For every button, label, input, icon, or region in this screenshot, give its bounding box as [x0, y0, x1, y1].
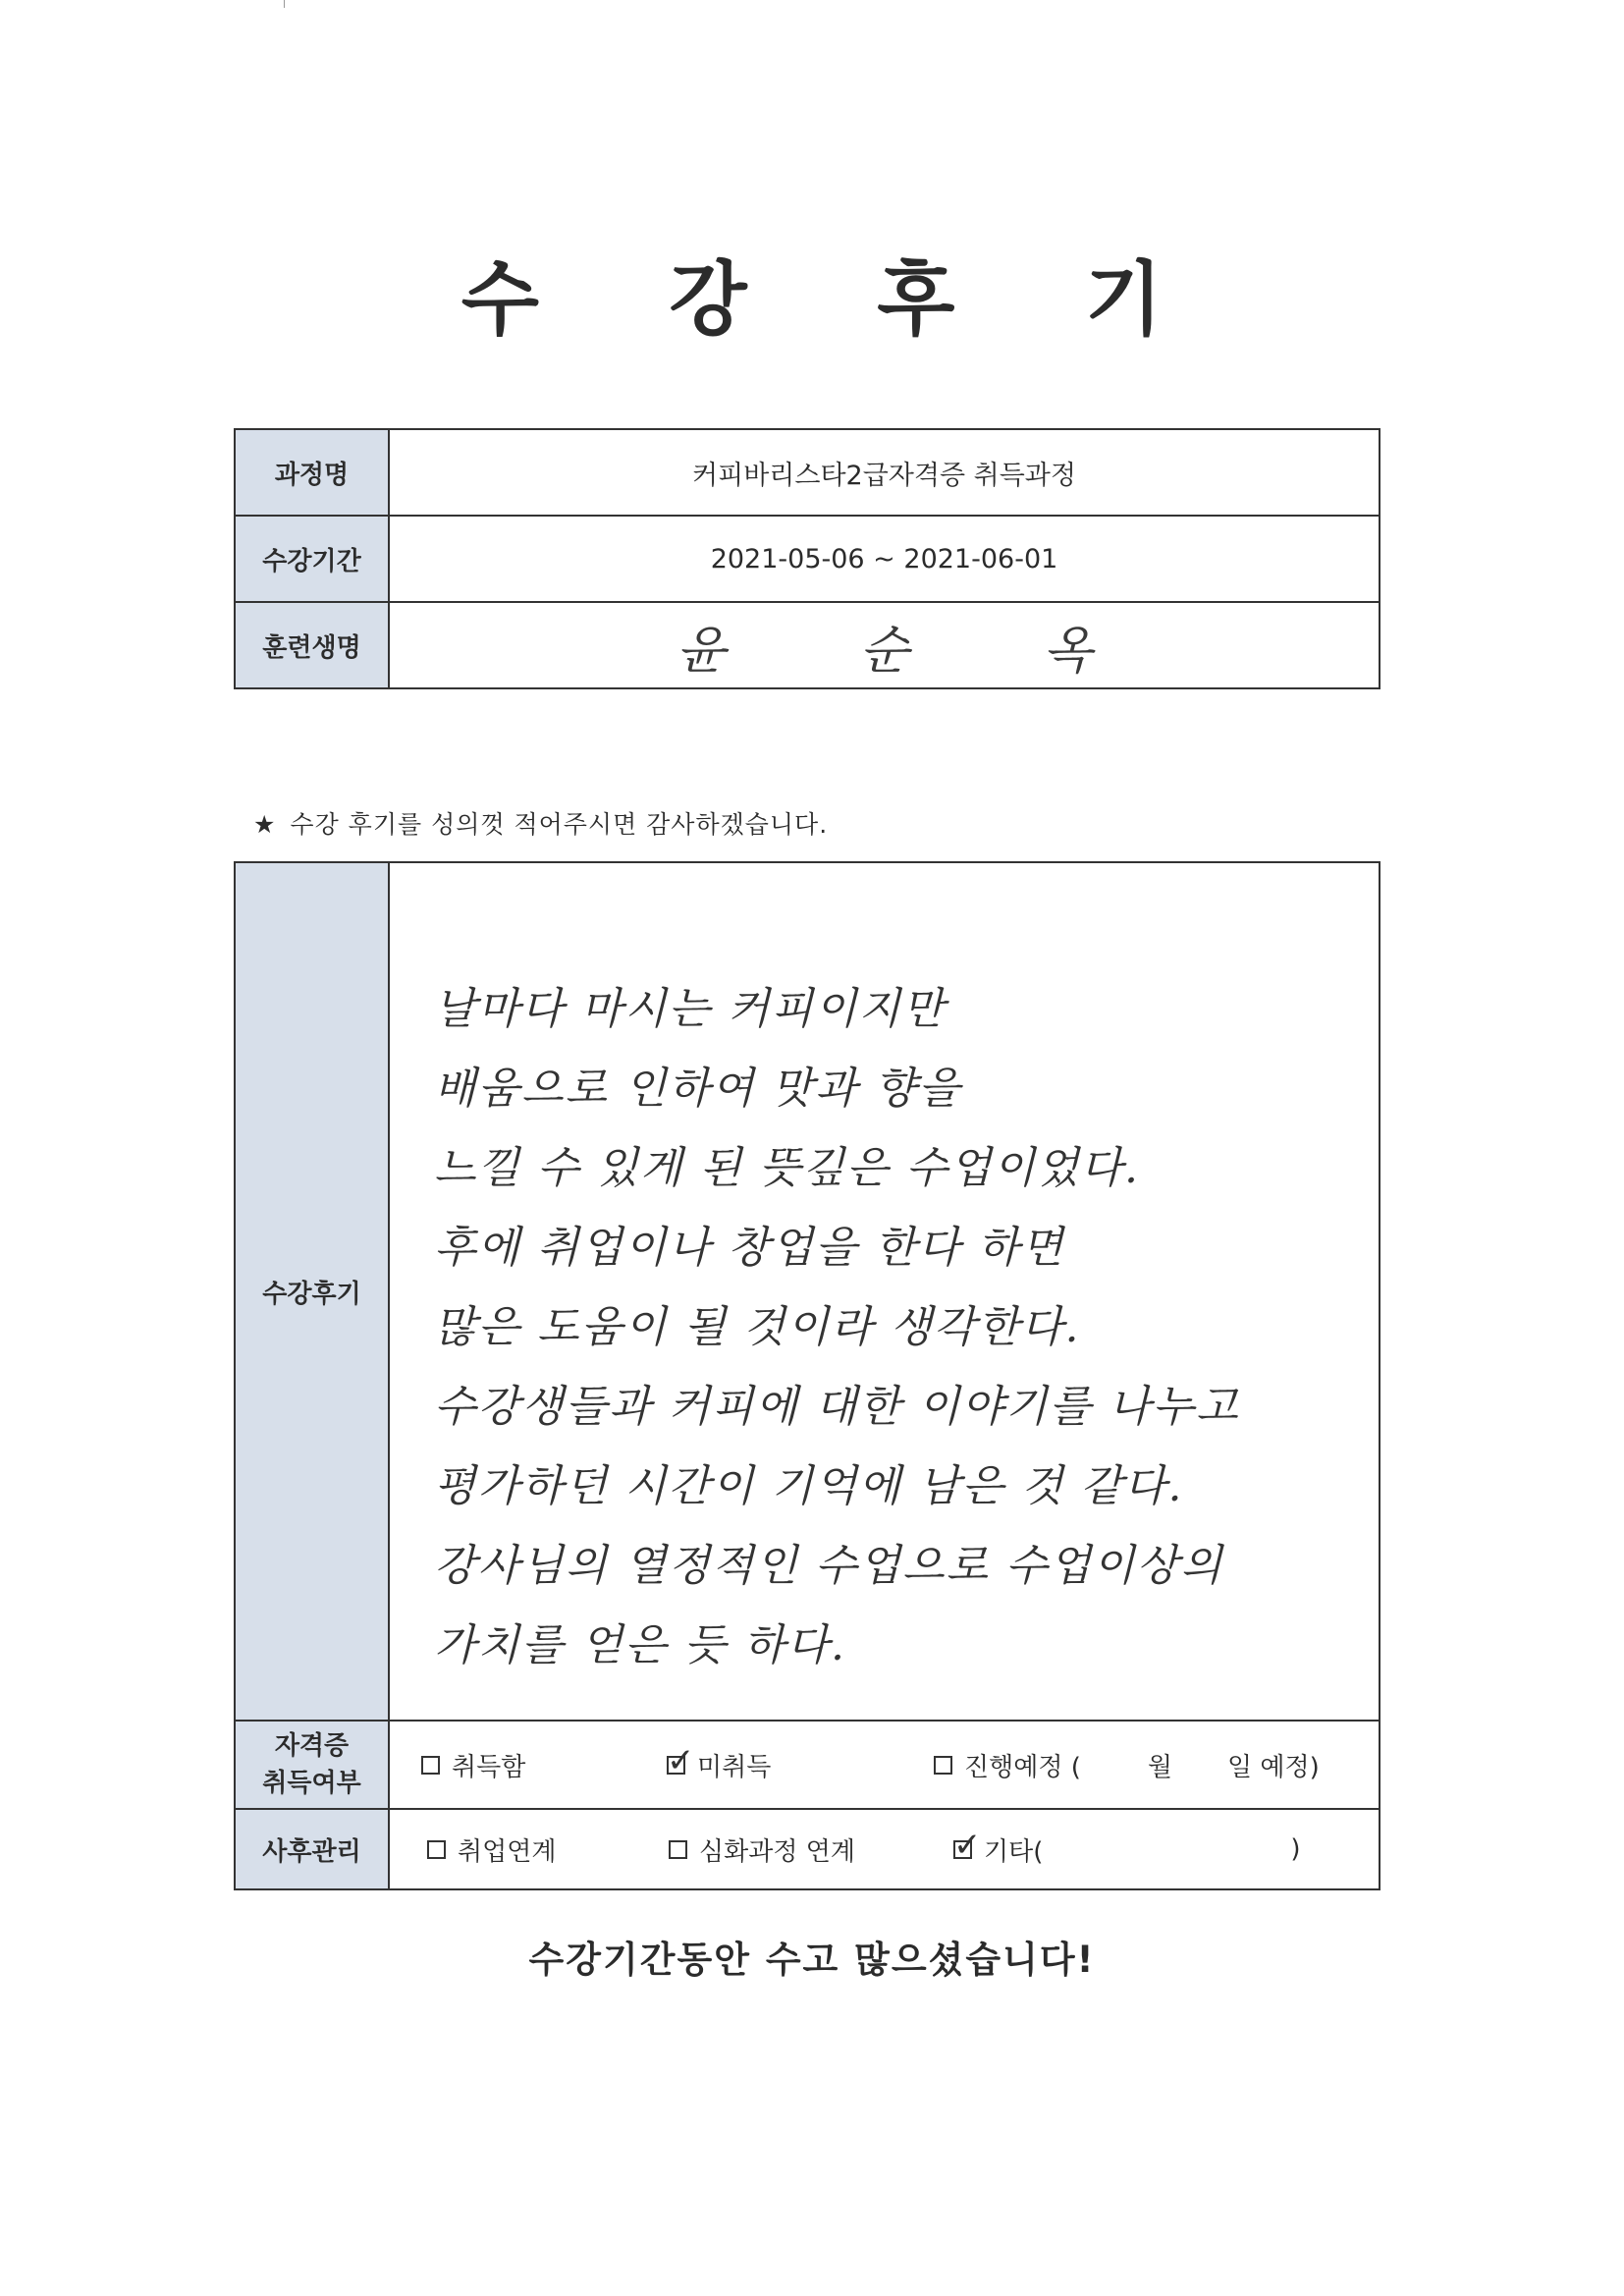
- option-other-label: 기타(: [984, 1836, 1044, 1867]
- aftercare-options: [390, 1810, 1379, 1888]
- check-mark-icon: ✓: [953, 1825, 982, 1865]
- period-row: [235, 516, 1380, 602]
- review-line: 날마다 마시는 커피이지만: [434, 984, 947, 1034]
- closing-message: 수강기간동안 수고 많으셨습니다!: [528, 1939, 1096, 1981]
- option-not-acquired[interactable]: [667, 1740, 934, 1783]
- review-line: 평가하던 시간이 기억에 남은 것 같다.: [434, 1461, 1184, 1511]
- review-handwritten-text: [434, 969, 1359, 1685]
- aftercare-options-cell: [389, 1809, 1380, 1889]
- aftercare-row: [235, 1809, 1380, 1889]
- notice-message: 수강 후기를 성의껏 적어주시면 감사하겠습니다.: [290, 810, 829, 839]
- trainee-name-handwritten: 윤 순 옥: [676, 621, 1152, 681]
- trainee-label: 훈련생명: [235, 602, 389, 688]
- certificate-label: [235, 1721, 389, 1809]
- checkbox-acquired[interactable]: [421, 1756, 440, 1775]
- option-advanced-course-label: 심화과정 연계: [699, 1836, 855, 1867]
- review-line: 후에 취업이나 창업을 한다 하면: [434, 1223, 1065, 1273]
- option-acquired[interactable]: [421, 1747, 667, 1783]
- checkbox-advanced-course[interactable]: [669, 1840, 687, 1859]
- certificate-label-line2: 취득여부: [262, 1769, 361, 1798]
- scan-mark: [284, 0, 285, 8]
- review-line: 수강생들과 커피에 대한 이야기를 나누고: [434, 1382, 1240, 1432]
- option-acquired-label: 취득함: [452, 1752, 526, 1782]
- review-row: [235, 862, 1380, 1721]
- certificate-options-cell: [389, 1721, 1380, 1809]
- option-job-link-label: 취업연계: [458, 1836, 557, 1867]
- trainee-name-cell[interactable]: [389, 602, 1380, 688]
- review-table: [234, 861, 1380, 1890]
- review-body: [390, 863, 1379, 1720]
- aftercare-label: 사후관리: [235, 1809, 389, 1889]
- check-mark-icon: ✓: [667, 1740, 695, 1780]
- page-title: 수 강 후 기: [460, 253, 1215, 347]
- checkbox-not-acquired[interactable]: [667, 1740, 695, 1780]
- course-value: 커피바리스타2급자격증 취득과정: [389, 429, 1380, 516]
- month-label: 월: [1147, 1752, 1172, 1782]
- trainee-row: [235, 602, 1380, 688]
- review-line: 강사님의 열정적인 수업으로 수업이상의: [434, 1541, 1224, 1591]
- option-not-acquired-label: 미취득: [697, 1752, 772, 1782]
- review-line: 가치를 얻은 듯 하다.: [434, 1620, 846, 1670]
- course-label: 과정명: [235, 429, 389, 516]
- course-row: [235, 429, 1380, 516]
- review-line: 배움으로 인하여 맛과 향을: [434, 1064, 962, 1114]
- option-job-link[interactable]: [427, 1831, 669, 1868]
- certificate-options: [390, 1722, 1379, 1808]
- notice-text: [253, 805, 828, 841]
- period-value: 2021-05-06 ~ 2021-06-01: [389, 516, 1380, 602]
- certificate-row: [235, 1721, 1380, 1809]
- option-other-close: ): [1290, 1834, 1301, 1864]
- checkbox-other[interactable]: [953, 1825, 982, 1865]
- checkbox-job-link[interactable]: [427, 1840, 446, 1859]
- option-scheduled-label: 진행예정 (: [964, 1752, 1081, 1782]
- option-advanced-course[interactable]: [669, 1831, 953, 1868]
- period-label: 수강기간: [235, 516, 389, 602]
- review-line: 느낄 수 있게 된 뜻깊은 수업이었다.: [434, 1143, 1140, 1193]
- certificate-label-line1: 자격증: [274, 1731, 350, 1761]
- review-line: 많은 도움이 될 것이라 생각한다.: [434, 1302, 1081, 1352]
- course-info-table: [234, 428, 1380, 689]
- option-scheduled[interactable]: [934, 1747, 1320, 1783]
- star-icon: ★: [253, 810, 277, 839]
- option-other[interactable]: [953, 1825, 1301, 1868]
- day-label: 일 예정): [1227, 1752, 1320, 1782]
- checkbox-scheduled[interactable]: [934, 1756, 952, 1775]
- review-body-cell[interactable]: [389, 862, 1380, 1721]
- review-label: 수강후기: [235, 862, 389, 1721]
